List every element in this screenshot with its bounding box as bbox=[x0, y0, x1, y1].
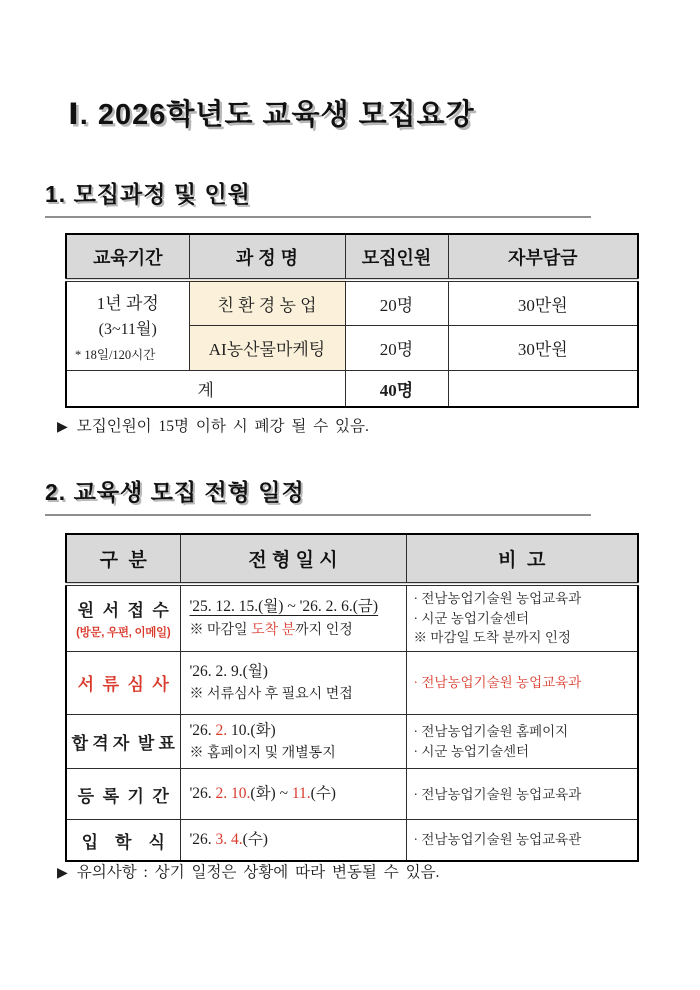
schedule-line: '26. 2. 10.(화) bbox=[189, 721, 276, 739]
category-cell: 서 류 심 사 bbox=[66, 651, 180, 714]
remark-cell bbox=[406, 714, 638, 769]
remark-cell bbox=[406, 769, 638, 820]
header-category: 구 분 bbox=[66, 534, 180, 584]
category-cell: 합 격 자 발 표 bbox=[66, 714, 180, 769]
fee-cell: 30만원 bbox=[448, 325, 638, 370]
remark-line: · 시군 농업기술센터 bbox=[413, 743, 530, 759]
period-line: (3~11월) bbox=[98, 320, 157, 338]
remark-cell bbox=[406, 584, 638, 651]
closure-note-text: 모집인원이 15명 이하 시 폐강 될 수 있음. bbox=[76, 418, 369, 435]
schedule-line: '26. 2. 10.(화) ~ 11.(수) bbox=[189, 785, 336, 803]
header-schedule-datetime: 전 형 일 시 bbox=[180, 534, 406, 584]
schedule-datetime-cell bbox=[180, 769, 406, 820]
total-row bbox=[66, 370, 638, 407]
course-name-cell: AI농산물마케팅 bbox=[189, 325, 345, 370]
total-label-cell: 계 bbox=[66, 370, 345, 407]
caution-note-text: 유의사항 : 상기 일정은 상황에 따라 변동될 수 있음. bbox=[76, 864, 440, 881]
remark-line: · 전남농업기술원 농업교육관 bbox=[413, 832, 582, 848]
remark-cell bbox=[406, 651, 638, 714]
category-cell: 원 서 접 수 (방문, 우편, 이메일) bbox=[66, 584, 180, 651]
course-name-cell: 친 환 경 농 업 bbox=[189, 280, 345, 325]
caution-note bbox=[57, 860, 439, 882]
education-period-cell bbox=[66, 280, 189, 370]
table-row bbox=[66, 280, 638, 325]
schedule-row bbox=[66, 714, 638, 769]
header-course-name: 과 정 명 bbox=[189, 234, 345, 280]
fee-cell: 30만원 bbox=[448, 280, 638, 325]
remark-line: · 시군 농업기술센터 bbox=[413, 610, 530, 626]
remark-line: · 전남농업기술원 농업교육과 bbox=[413, 674, 582, 690]
remark-line: · 전남농업기술원 홈페이지 bbox=[413, 723, 569, 739]
triangle-bullet-icon: ▶ bbox=[57, 866, 68, 881]
remark-cell bbox=[406, 820, 638, 861]
total-quota-cell: 40명 bbox=[345, 370, 448, 407]
schedule-datetime-cell bbox=[180, 714, 406, 769]
schedule-table bbox=[65, 533, 639, 862]
section2-heading: 2. 교육생 모집 전형 일정 bbox=[45, 474, 591, 516]
period-note: * 18일/120시간 bbox=[75, 347, 156, 362]
schedule-line: '26. 3. 4.(수) bbox=[189, 831, 268, 849]
schedule-header-row bbox=[66, 534, 638, 584]
header-self-charge: 자부담금 bbox=[448, 234, 638, 280]
quota-cell: 20명 bbox=[345, 325, 448, 370]
section1-heading: 1. 모집과정 및 인원 bbox=[45, 176, 591, 218]
closure-note bbox=[57, 414, 369, 436]
schedule-row bbox=[66, 769, 638, 820]
period-line: 1년 과정 bbox=[96, 293, 159, 313]
remark-line: · 전남농업기술원 농업교육과 bbox=[413, 786, 582, 802]
remark-line: · 전남농업기술원 농업교육과 bbox=[413, 591, 582, 606]
quota-cell: 20명 bbox=[345, 280, 448, 325]
schedule-line: ※ 홈페이지 및 개별통지 bbox=[189, 745, 336, 761]
header-recruit-quota: 모집인원 bbox=[345, 234, 448, 280]
schedule-line: ※ 마감일 도착 분까지 인정 bbox=[189, 622, 353, 638]
schedule-datetime-cell bbox=[180, 584, 406, 651]
recruit-table bbox=[65, 233, 639, 408]
schedule-line: '26. 2. 9.(월) bbox=[189, 662, 268, 680]
schedule-line: '25. 12. 15.(월) ~ '26. 2. 6.(금) bbox=[189, 598, 379, 616]
remark-line: ※ 마감일 도착 분까지 인정 bbox=[413, 630, 571, 646]
total-fee-cell bbox=[448, 370, 638, 407]
schedule-datetime-cell bbox=[180, 651, 406, 714]
schedule-table-body bbox=[66, 584, 638, 861]
category-subtext: (방문, 우편, 이메일) bbox=[76, 627, 171, 640]
category-cell: 입 학 식 bbox=[66, 820, 180, 861]
schedule-datetime-cell bbox=[180, 820, 406, 861]
schedule-line: ※ 서류심사 후 필요시 면접 bbox=[189, 686, 353, 702]
schedule-row bbox=[66, 820, 638, 861]
schedule-row bbox=[66, 584, 638, 651]
triangle-bullet-icon: ▶ bbox=[57, 420, 68, 435]
page-title: Ⅰ. 2026학년도 교육생 모집요강 bbox=[68, 99, 475, 131]
header-remark: 비 고 bbox=[406, 534, 638, 584]
category-cell: 등 록 기 간 bbox=[66, 769, 180, 820]
schedule-row bbox=[66, 651, 638, 714]
header-education-period: 교육기간 bbox=[66, 234, 189, 280]
recruit-header-row bbox=[66, 234, 638, 280]
